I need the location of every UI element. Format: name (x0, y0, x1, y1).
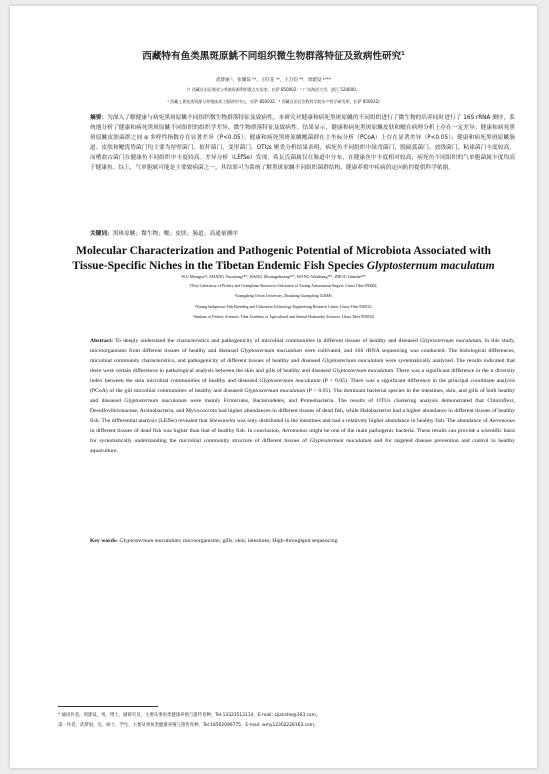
chinese-title (50, 48, 497, 62)
footnote-first-author: 第一作者，武梦雨，女，硕士，学生，主要从事鱼类健康养殖与遗传育种，Tel:18502090775，E-mail: wmy12302228163.com。 (58, 723, 319, 728)
english-affiliation-1: (¹Key Laboratory of Fishery and Germplasm Resources Utilization of Xizang Autonomous Region, Lhasa Tibet 850002; (189, 284, 378, 288)
english-title-line-2: Tissue-Specific Niches in the Tibetan Endemic Fish Species (72, 258, 367, 272)
footnote-divider (58, 706, 158, 707)
chinese-title-text: 西藏特有鱼类黑斑原鮡不同组织微生物群落特征及致病性研究 (142, 51, 402, 62)
chinese-abstract (90, 113, 515, 173)
english-abstract (90, 336, 515, 456)
chinese-authors: 武梦丽 ¹，张耀琼 ²*，王旺花 ³*，王万钧 ⁴*，周建设 ¹*⁴* (216, 78, 331, 83)
english-affiliation-3: ³Xizang Indigenous Fish Breeding and Utilization Technology Engineering Research Center, Lhasa Tibet 850032; (194, 304, 373, 309)
english-title-species: Glyptosternum maculatum (366, 258, 495, 272)
chinese-abstract-text: 为深入了解健康与病死黑斑原鮡不同组织微生物群落特征及致病性，本研究对健康和病死黑斑原鮡的不同组织进行了微生物的培养同时进行了 16S rRNA 测序，系统地分析了健康和病死黑斑原鮡不同组织的组织学差异、微生物群落特征及致病性。结果显示，健康和病死黑斑原鮡皮肤和鳃在病理分析上存在一定差异；健康和病死黑斑原鮡皮肤菌群之间 α 多样性指数存在显著差异（P<0.05）；健康和病死黑斑原鮡鳃菌群在主坐标分析（PCoA）上存在显著差异（P<0.05）；健康和病死黑斑原鮡肠道、皮肤和鳃优势菌门均主要为厚壁菌门、拟杆菌门、变形菌门。OTUs 聚类分析结果表明，病死鱼不同组织中绿弯菌门、脱硫弧菌门、放线菌门、粘球菌门丰度较高，而嗜盐古菌门在健康鱼不同组织中丰度较高。差异分析（LEfSe）发现，希瓦氏菌属仅在肠道中分布，在健康鱼中丰度相对较高；病死鱼不同组织的气单胞菌属丰度均高于健康鱼。综上，气单胞属可能是主要致病菌之一，其结果可为系统了解黑斑原鮡不同组织菌群结构、健康养殖中疾病的定向防控提供科学依据。 (90, 115, 515, 171)
english-abstract-text: To deeply understand the characteristics and pathogenicity of microbial communities in different tissues of healthy and diseased Glyptosternum maculatum, in this study, microorganisms from different tissues of healthy and diseased Glyptosternum maculatum were cultivated, and 16S rRNA sequencing was conducted. The histological differences, microbial community characteristics, and pathogenicity of different tissues of healthy and diseased Glyptosternum maculatum were systematically analyzed. The results indicated that there were certain differences in pathological analysis between the skin and gills of healthy and diseased Glyptosternum maculatum. There was a significant difference in the α diversity index between the skin microbial communities of healthy and diseased Glyptosternum maculatum (P < 0.05). There was a significant difference in the principal coordinate analysis (PCoA) of the gill microbial communities of healthy and diseased Glyptosternum maculatum (P < 0.05). The dominant bacterial species in the intestines, skin, and gills of both healthy and diseased Glyptosternum maculatum were mainly Firmicutes, Bacteroidetes, and Proteobacteria. The results of OTUs clustering analysis demonstrated that Chloroflexi, Desulfovibrionaceae, Actinobacteria, and Myxococcota had higher abundances in different tissues of dead fish, while Halobacteriot had a higher abundance in different tissues of healthy fish. The differential analysis (LEfSe) revealed that Shewanella was only distributed in the intestines and had a relatively higher abundance in healthy fish. The abundance of Aeromonas in different tissues of dead fish was higher than that of healthy fish. In conclusion, Aeromonas might be one of the main pathogenic bacteria. These results can provide a scientific basis for systematically understanding the microbial community structure of different tissues of Glyptosternum maculatum and for targeted disease prevention and control in healthy aquaculture. (90, 338, 515, 454)
english-keywords-text: Glyptosternum maculatum; microorganisms; gills; skin; intestines; High-throughput sequencing (119, 538, 338, 544)
chinese-keywords-label: 关键词： (90, 231, 113, 237)
footnote-corresponding-author: * 通讯作者，周建设，男，博士，副研究员，主要从事鱼类健康养殖与遗传育种，Tel:13323513114，E-mail: zjianshe@163.com。 (58, 713, 321, 718)
chinese-abstract-label: 摘要： (90, 115, 108, 121)
chinese-affiliation-1: (¹ 西藏自治区渔业与养殖资源利用重点实验室，拉萨 850002；² 广东海洋大学，湛江 524000； (187, 87, 360, 92)
chinese-keywords (90, 229, 515, 239)
english-affiliations (70, 281, 497, 323)
title-footnote-mark: 1 (401, 50, 405, 57)
english-affiliation-2: ²Guangdong Ocean University, Zhanjiang Guangdong 524000; (234, 294, 333, 299)
english-affiliation-4: ⁴Institute of Fishery Sciences, Tibet Academy of Agricultural and Animal Husbandry Sciences, Lhasa Tibet 850032) (193, 315, 374, 320)
english-abstract-label: Abstract: (90, 338, 114, 344)
english-title (70, 244, 497, 273)
paper-page (10, 6, 537, 768)
chinese-keywords-text: 黑斑原鮡；微生物；鳃；皮肤；肠道；高通量测序 (112, 231, 238, 237)
chinese-affiliation-2: ³ 西藏土著鱼类资源与养殖技术工程研究中心，拉萨 850032；⁴ 西藏自治区农牧科学院水产科学研究所，拉萨 850032) (167, 99, 380, 104)
english-title-line-1: Molecular Characterization and Pathogenic Potential of Microbiota Associated with (76, 244, 491, 257)
english-keywords-label: Key words: (90, 538, 118, 544)
english-keywords (90, 536, 515, 546)
english-authors: WU Mengyu¹², ZHANG Yaoqiong¹²*, WANG Zhuangzhuang¹²*, WANG Wanliang¹²*, ZHOU Jianshe¹²* (181, 274, 366, 279)
